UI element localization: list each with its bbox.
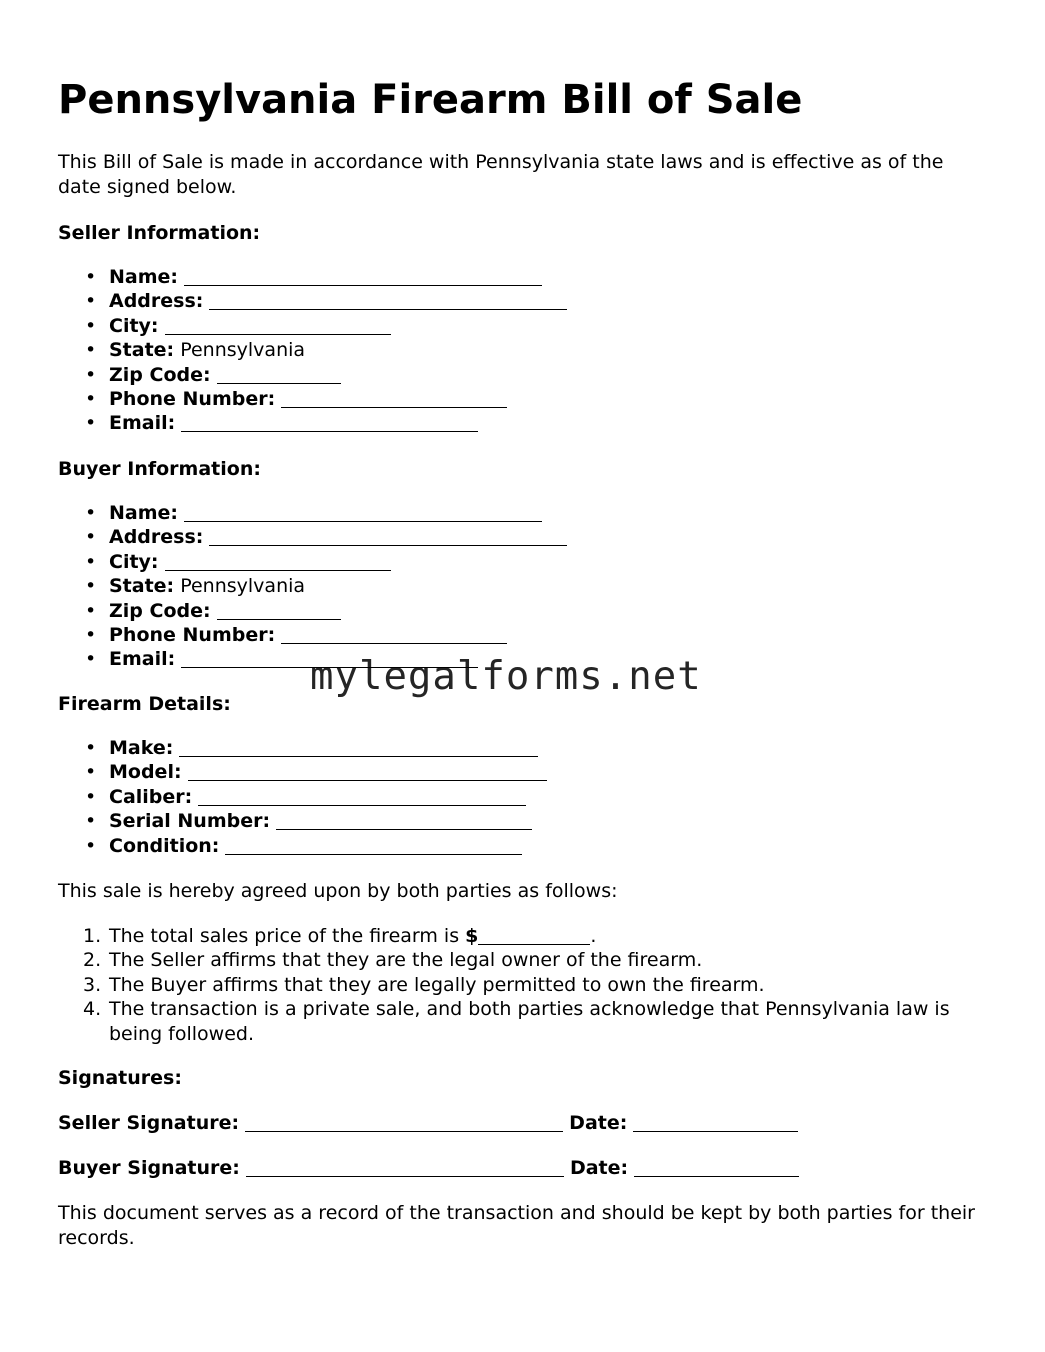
seller-address-field bbox=[58, 289, 567, 313]
buyer-zip-blank[interactable] bbox=[217, 600, 341, 620]
agreement-terms bbox=[58, 924, 988, 1046]
firearm-make-blank[interactable] bbox=[179, 737, 538, 757]
seller-city-label: City: bbox=[109, 314, 159, 337]
seller-state-label: State: bbox=[109, 339, 175, 362]
term-item bbox=[58, 924, 988, 948]
firearm-model-label: Model: bbox=[109, 761, 182, 784]
firearm-heading: Firearm Details: bbox=[58, 693, 231, 715]
seller-state-value: Pennsylvania bbox=[180, 339, 306, 362]
term-text: The Buyer affirms that they are legally permitted to own the firearm. bbox=[109, 973, 765, 996]
firearm-condition-label: Condition: bbox=[109, 834, 220, 857]
buyer-name-field bbox=[58, 501, 567, 525]
buyer-heading: Buyer Information: bbox=[58, 458, 261, 480]
term-number: 2. bbox=[83, 949, 102, 972]
firearm-serial-label: Serial Number: bbox=[109, 810, 271, 833]
seller-date-label: Date: bbox=[569, 1112, 628, 1134]
term-text: The total sales price of the firearm is bbox=[109, 925, 466, 947]
seller-name-blank[interactable] bbox=[184, 266, 542, 286]
seller-address-label: Address: bbox=[109, 290, 204, 313]
buyer-signature-label: Buyer Signature: bbox=[58, 1157, 240, 1179]
seller-signature-line bbox=[58, 1111, 798, 1135]
buyer-zip-label: Zip Code: bbox=[109, 599, 211, 622]
seller-phone-field bbox=[58, 387, 567, 411]
seller-zip-field bbox=[58, 363, 567, 387]
buyer-email-label: Email: bbox=[109, 648, 176, 671]
firearm-caliber-field bbox=[58, 785, 547, 809]
firearm-model-blank[interactable] bbox=[188, 761, 547, 781]
buyer-city-field bbox=[58, 550, 567, 574]
term-text: The transaction is a private sale, and both parties acknowledge that Pennsylvania law is being followed. bbox=[109, 998, 950, 1045]
seller-email-field bbox=[58, 411, 567, 435]
buyer-signature-blank[interactable] bbox=[246, 1157, 564, 1177]
closing-paragraph: This document serves as a record of the transaction and should be kept by both parties for their records. bbox=[58, 1202, 975, 1249]
buyer-name-label: Name: bbox=[109, 502, 179, 524]
sales-price-blank[interactable] bbox=[478, 925, 590, 945]
firearm-serial-blank[interactable] bbox=[276, 810, 532, 830]
seller-name-field bbox=[58, 265, 567, 289]
firearm-model-field bbox=[58, 760, 547, 784]
firearm-fields bbox=[58, 736, 547, 858]
buyer-city-label: City: bbox=[109, 550, 159, 573]
watermark-text: mylegalforms.net bbox=[310, 654, 702, 699]
signatures-heading: Signatures: bbox=[58, 1067, 182, 1089]
seller-signature-blank[interactable] bbox=[245, 1112, 563, 1132]
document-title: Pennsylvania Firearm Bill of Sale bbox=[58, 77, 803, 123]
buyer-phone-field bbox=[58, 623, 567, 647]
firearm-caliber-blank[interactable] bbox=[198, 786, 526, 806]
seller-state-field bbox=[58, 338, 567, 362]
buyer-name-blank[interactable] bbox=[184, 502, 542, 522]
buyer-signature-line bbox=[58, 1156, 799, 1180]
buyer-state-field bbox=[58, 574, 567, 598]
seller-email-label: Email: bbox=[109, 412, 176, 435]
buyer-city-blank[interactable] bbox=[165, 551, 391, 571]
seller-phone-blank[interactable] bbox=[281, 388, 507, 408]
seller-date-blank[interactable] bbox=[633, 1112, 798, 1132]
buyer-address-blank[interactable] bbox=[209, 526, 567, 546]
firearm-caliber-label: Caliber: bbox=[109, 785, 193, 808]
seller-phone-label: Phone Number: bbox=[109, 388, 276, 411]
term-text-end: . bbox=[590, 925, 597, 947]
seller-heading: Seller Information: bbox=[58, 222, 261, 244]
term-number: 1. bbox=[83, 925, 102, 947]
buyer-phone-label: Phone Number: bbox=[109, 624, 276, 647]
term-item bbox=[58, 973, 988, 997]
term-item bbox=[58, 997, 988, 1046]
buyer-state-label: State: bbox=[109, 575, 175, 598]
term-number: 4. bbox=[83, 998, 102, 1021]
term-number: 3. bbox=[83, 973, 102, 996]
seller-city-blank[interactable] bbox=[165, 315, 391, 335]
buyer-zip-field bbox=[58, 599, 567, 623]
buyer-address-label: Address: bbox=[109, 526, 204, 549]
buyer-fields bbox=[58, 501, 567, 672]
firearm-serial-field bbox=[58, 809, 547, 833]
firearm-make-field bbox=[58, 736, 547, 760]
buyer-phone-blank[interactable] bbox=[281, 624, 507, 644]
seller-signature-label: Seller Signature: bbox=[58, 1112, 240, 1134]
seller-zip-blank[interactable] bbox=[217, 364, 341, 384]
agreement-intro: This sale is hereby agreed upon by both parties as follows: bbox=[58, 880, 618, 902]
firearm-condition-field bbox=[58, 834, 547, 858]
term-item bbox=[58, 948, 988, 972]
intro-paragraph: This Bill of Sale is made in accordance with Pennsylvania state laws and is effective as of the date signed below. bbox=[58, 151, 944, 198]
buyer-address-field bbox=[58, 525, 567, 549]
currency-symbol: $ bbox=[465, 925, 479, 947]
seller-address-blank[interactable] bbox=[209, 290, 567, 310]
term-text: The Seller affirms that they are the legal owner of the firearm. bbox=[109, 949, 703, 972]
seller-fields bbox=[58, 265, 567, 436]
seller-zip-label: Zip Code: bbox=[109, 363, 211, 386]
seller-city-field bbox=[58, 314, 567, 338]
seller-name-label: Name: bbox=[109, 266, 179, 288]
buyer-state-value: Pennsylvania bbox=[180, 575, 306, 598]
firearm-condition-blank[interactable] bbox=[225, 835, 522, 855]
buyer-date-blank[interactable] bbox=[634, 1157, 799, 1177]
firearm-make-label: Make: bbox=[109, 737, 174, 759]
seller-email-blank[interactable] bbox=[181, 412, 478, 432]
buyer-date-label: Date: bbox=[569, 1157, 629, 1179]
